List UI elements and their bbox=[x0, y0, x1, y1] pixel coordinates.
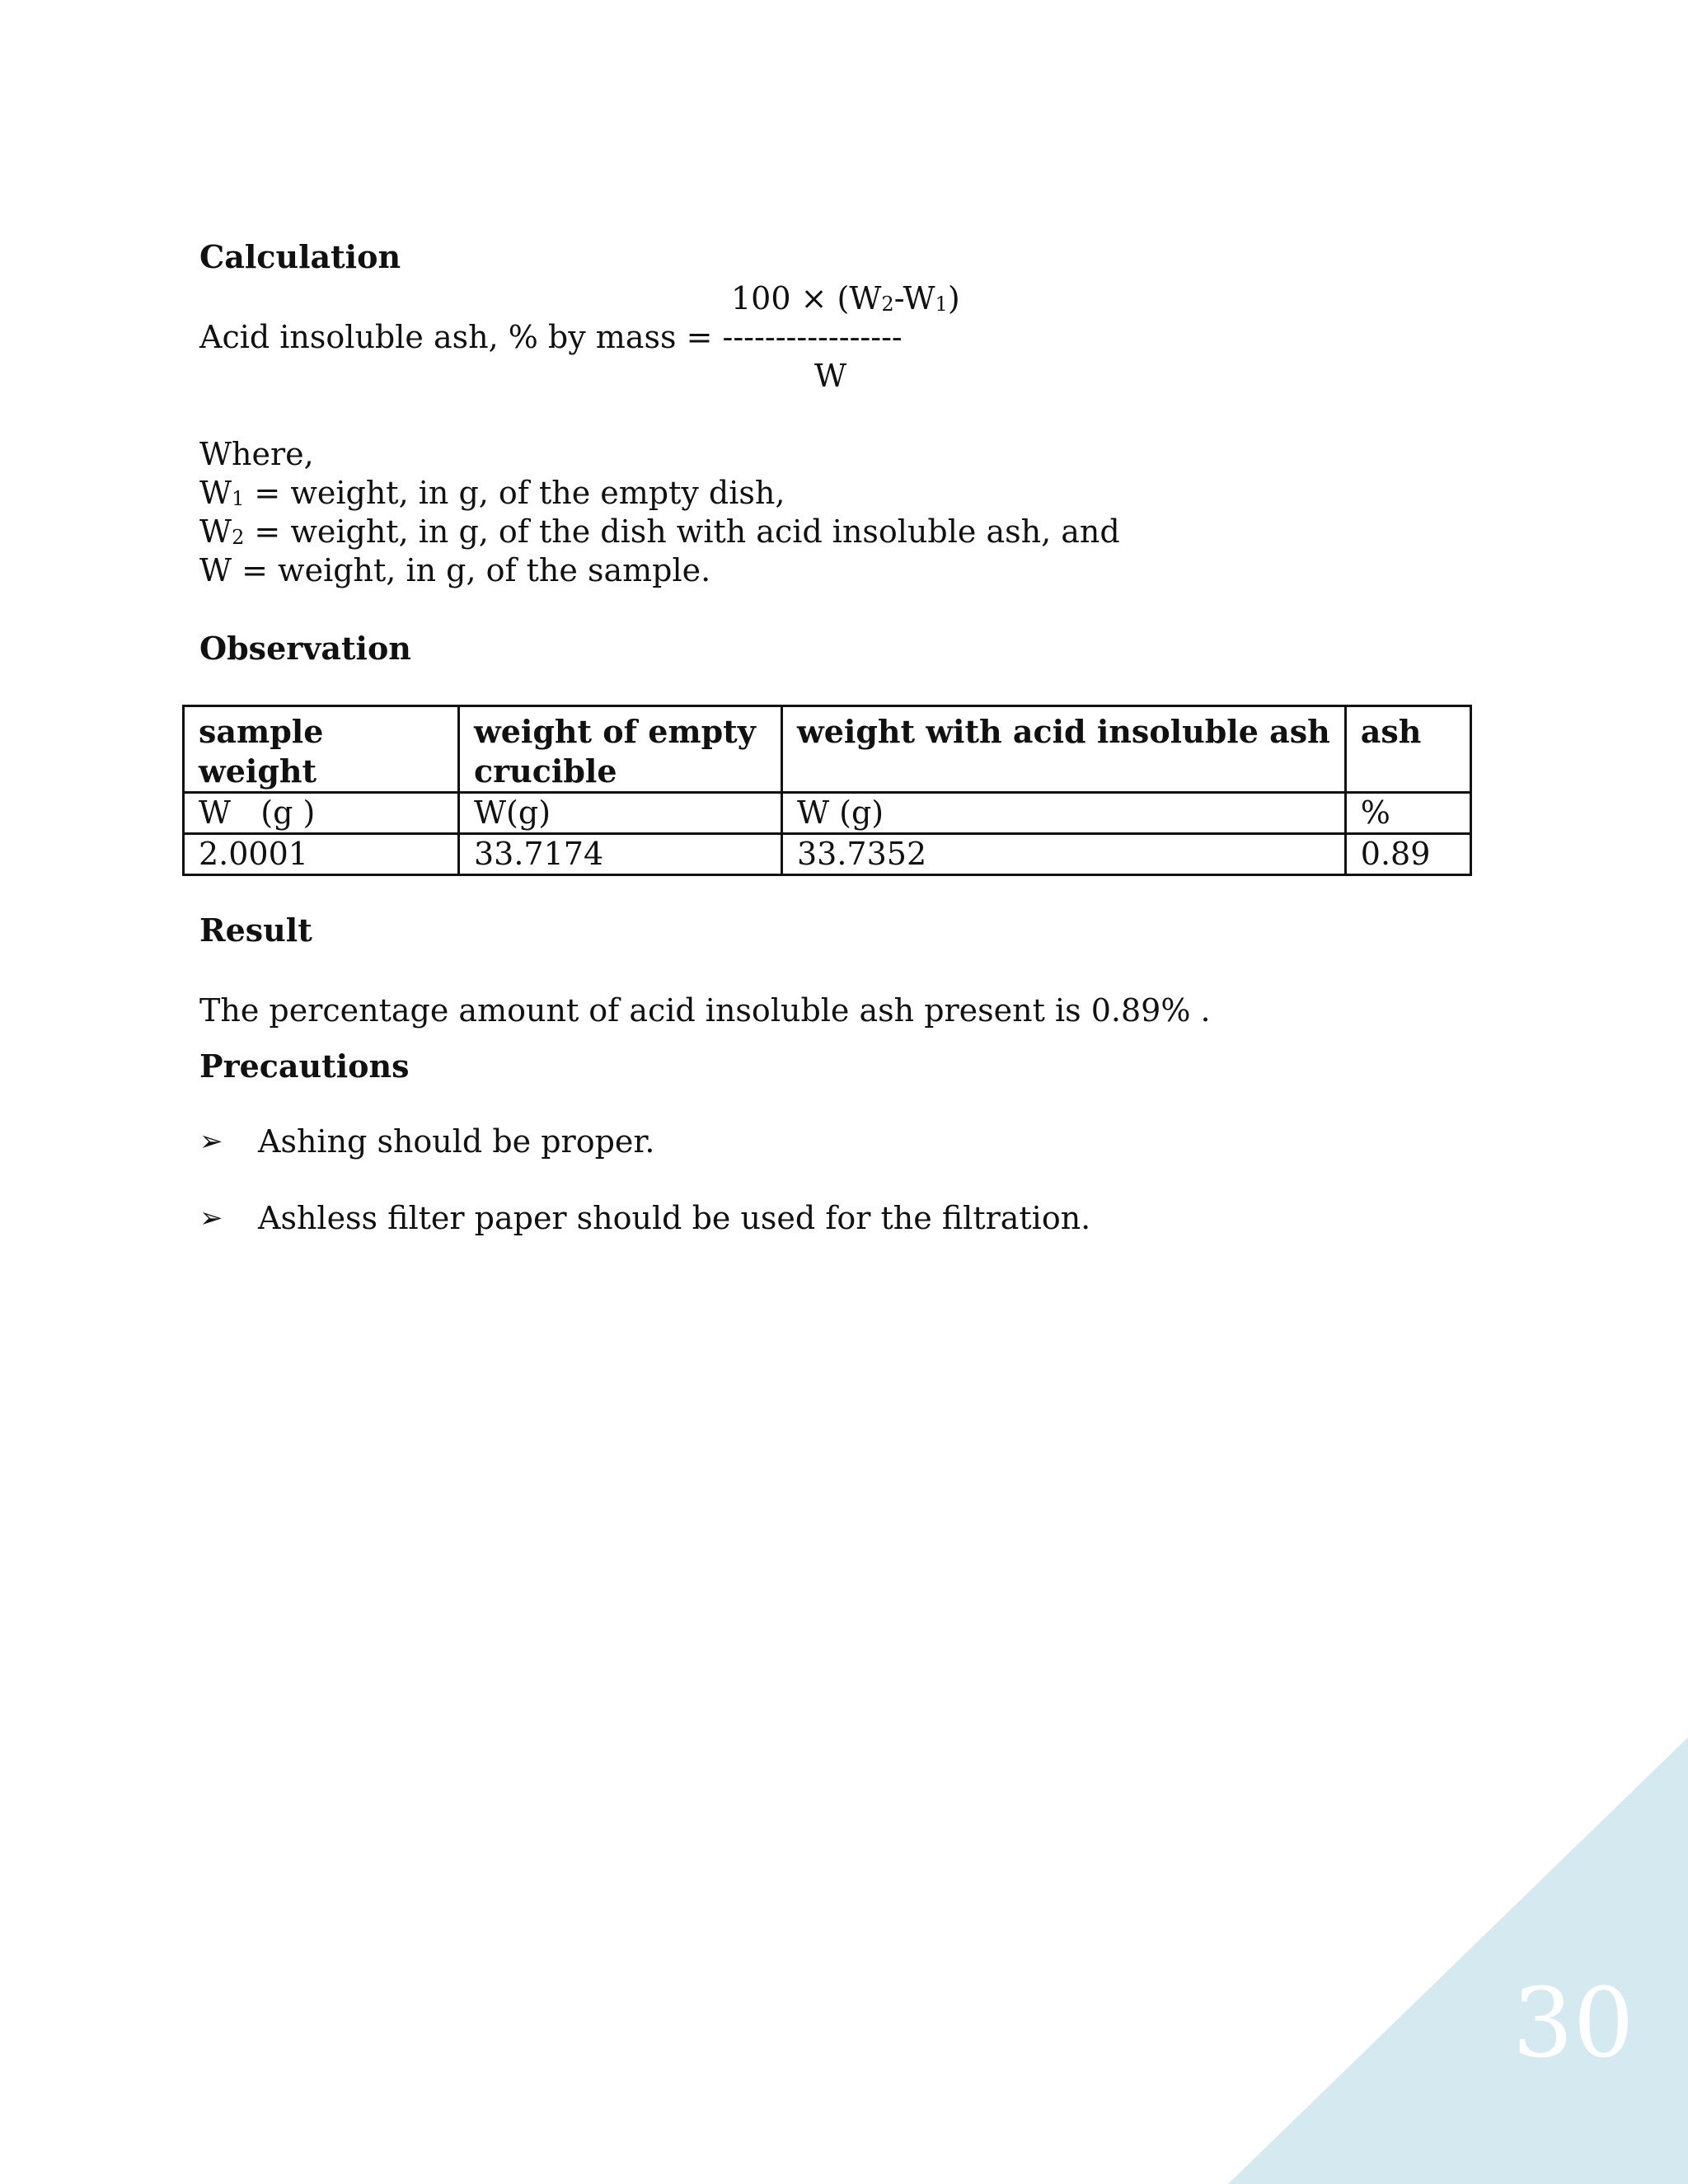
page-number: 30 bbox=[1512, 1968, 1634, 2079]
numerator-sub-1: 1 bbox=[935, 293, 948, 316]
header-ash: ash bbox=[1345, 706, 1470, 793]
w1-text: = weight, in g, of the empty dish, bbox=[244, 475, 785, 511]
numerator-sub-2: 2 bbox=[881, 293, 894, 316]
w2-text: = weight, in g, of the dish with acid insoluble ash, and bbox=[244, 513, 1120, 550]
unit-cell: W (g) bbox=[782, 793, 1346, 834]
unit-cell: W (g ) bbox=[184, 793, 459, 834]
result-text: The percentage amount of acid insoluble ash present is 0.89% . bbox=[199, 992, 1211, 1029]
w1-symbol: W bbox=[199, 475, 232, 511]
value-cell: 0.89 bbox=[1345, 834, 1470, 875]
precaution-item: Ashless filter paper should be used for the filtration. bbox=[258, 1200, 1091, 1236]
header-sample-weight: sample weight bbox=[184, 706, 459, 793]
value-cell: 33.7352 bbox=[782, 834, 1346, 875]
value-cell: 2.0001 bbox=[184, 834, 459, 875]
unit-cell: W(g) bbox=[459, 793, 782, 834]
bullet-arrow-icon: ➢ bbox=[199, 1125, 223, 1158]
result-heading: Result bbox=[199, 912, 312, 949]
numerator-prefix: 100 × (W bbox=[731, 280, 882, 316]
unit-cell: % bbox=[1345, 793, 1470, 834]
where-intro: Where, bbox=[199, 436, 314, 472]
header-acid-insoluble-ash: weight with acid insoluble ash bbox=[782, 706, 1346, 793]
numerator-mid: -W bbox=[893, 280, 935, 316]
precaution-item: Ashing should be proper. bbox=[258, 1123, 655, 1160]
calculation-heading: Calculation bbox=[199, 238, 401, 275]
header-empty-crucible: weight of empty crucible bbox=[459, 706, 782, 793]
formula-lhs: Acid insoluble ash, % by mass = ----------------- bbox=[199, 319, 903, 355]
value-cell: 33.7174 bbox=[459, 834, 782, 875]
formula-denominator: W bbox=[814, 358, 847, 394]
w2-symbol: W bbox=[199, 513, 232, 550]
bullet-arrow-icon: ➢ bbox=[199, 1202, 223, 1235]
w1-sub: 1 bbox=[232, 487, 245, 510]
where-w: W = weight, in g, of the sample. bbox=[199, 552, 711, 588]
observation-heading: Observation bbox=[199, 630, 411, 667]
precautions-heading: Precautions bbox=[199, 1047, 410, 1085]
numerator-suffix: ) bbox=[947, 280, 960, 316]
w2-sub: 2 bbox=[232, 526, 245, 549]
